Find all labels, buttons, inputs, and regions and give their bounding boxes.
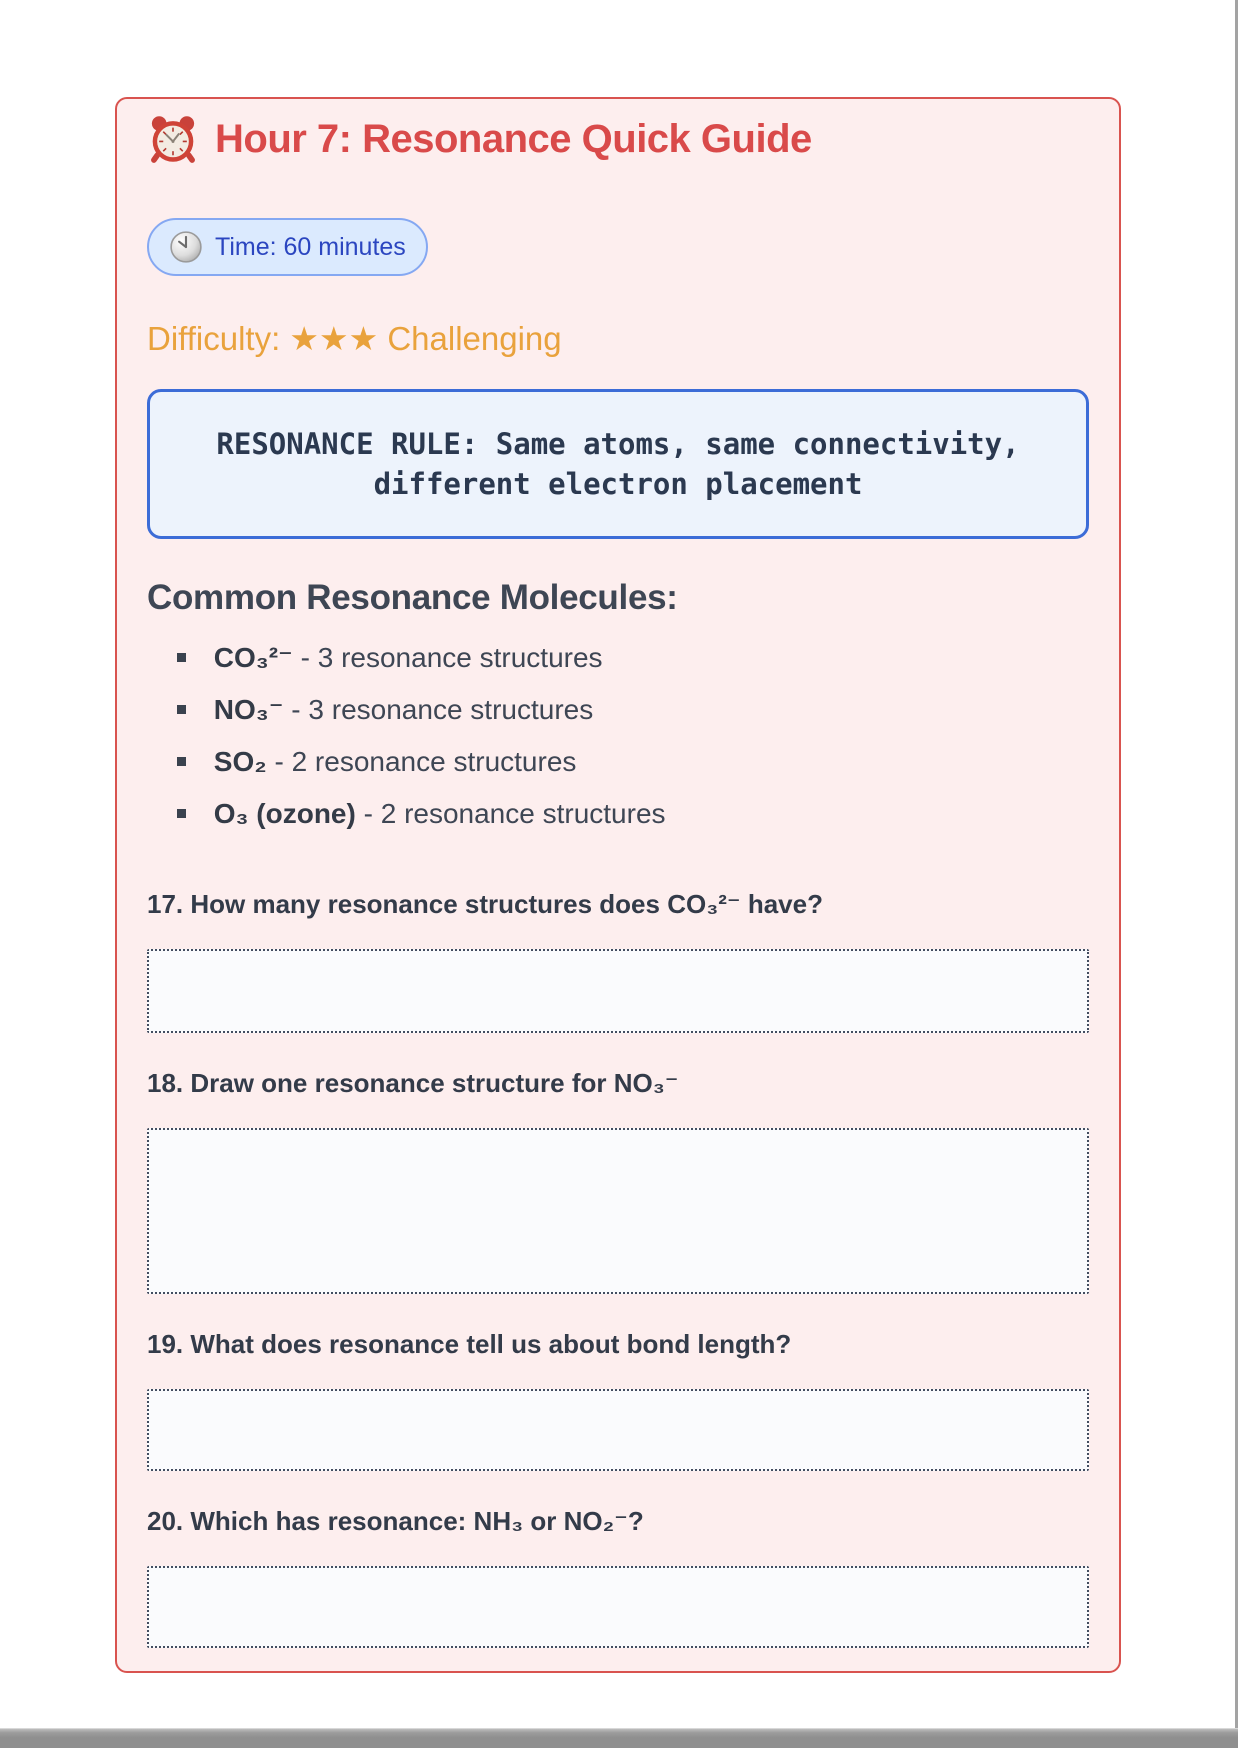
square-bullet-icon	[177, 653, 186, 662]
molecule-formula: CO₃²⁻	[213, 642, 293, 673]
clock-icon	[169, 230, 203, 264]
resonance-rule-callout	[147, 389, 1089, 539]
question-19-label: 19. What does resonance tell us about bond length?	[147, 1329, 792, 1359]
question-18-label: 18. Draw one resonance structure for NO₃⁻	[147, 1068, 679, 1098]
difficulty-label: Difficulty: ★★★ Challenging	[147, 320, 562, 357]
alarm-clock-icon	[147, 113, 199, 165]
molecule-note: - 2 resonance structures	[363, 798, 666, 829]
answer-box-17[interactable]	[147, 949, 1089, 1033]
square-bullet-icon	[177, 757, 186, 766]
list-item	[177, 693, 1089, 727]
answer-box-20[interactable]	[147, 1566, 1089, 1648]
section-heading: Common Resonance Molecules:	[147, 578, 678, 617]
question-20-label: 20. Which has resonance: NH₃ or NO₂⁻?	[147, 1506, 644, 1536]
molecule-note: - 3 resonance structures	[291, 694, 594, 725]
molecule-formula: NO₃⁻	[213, 694, 284, 725]
molecule-list	[147, 641, 1089, 831]
time-badge	[147, 218, 428, 276]
list-item	[177, 745, 1089, 779]
page-title: Hour 7: Resonance Quick Guide	[215, 117, 812, 161]
square-bullet-icon	[177, 705, 186, 714]
answer-box-19[interactable]	[147, 1389, 1089, 1471]
list-item	[177, 797, 1089, 831]
molecule-formula: O₃ (ozone)	[213, 798, 356, 829]
molecule-formula: SO₂	[213, 746, 267, 777]
time-badge-label: Time: 60 minutes	[215, 232, 406, 261]
molecule-note: - 3 resonance structures	[300, 642, 603, 673]
bottom-scrollbar[interactable]	[0, 1728, 1238, 1748]
resonance-rule-text: RESONANCE RULE: Same atoms, same connectivity, different electron placement	[216, 427, 1020, 501]
question-17-label: 17. How many resonance structures does CO₃²⁻ have?	[147, 889, 823, 919]
list-item	[177, 641, 1089, 675]
worksheet-card	[115, 97, 1121, 1673]
square-bullet-icon	[177, 809, 186, 818]
page-title-row	[147, 113, 1089, 165]
answer-box-18[interactable]	[147, 1128, 1089, 1294]
molecule-note: - 2 resonance structures	[274, 746, 577, 777]
